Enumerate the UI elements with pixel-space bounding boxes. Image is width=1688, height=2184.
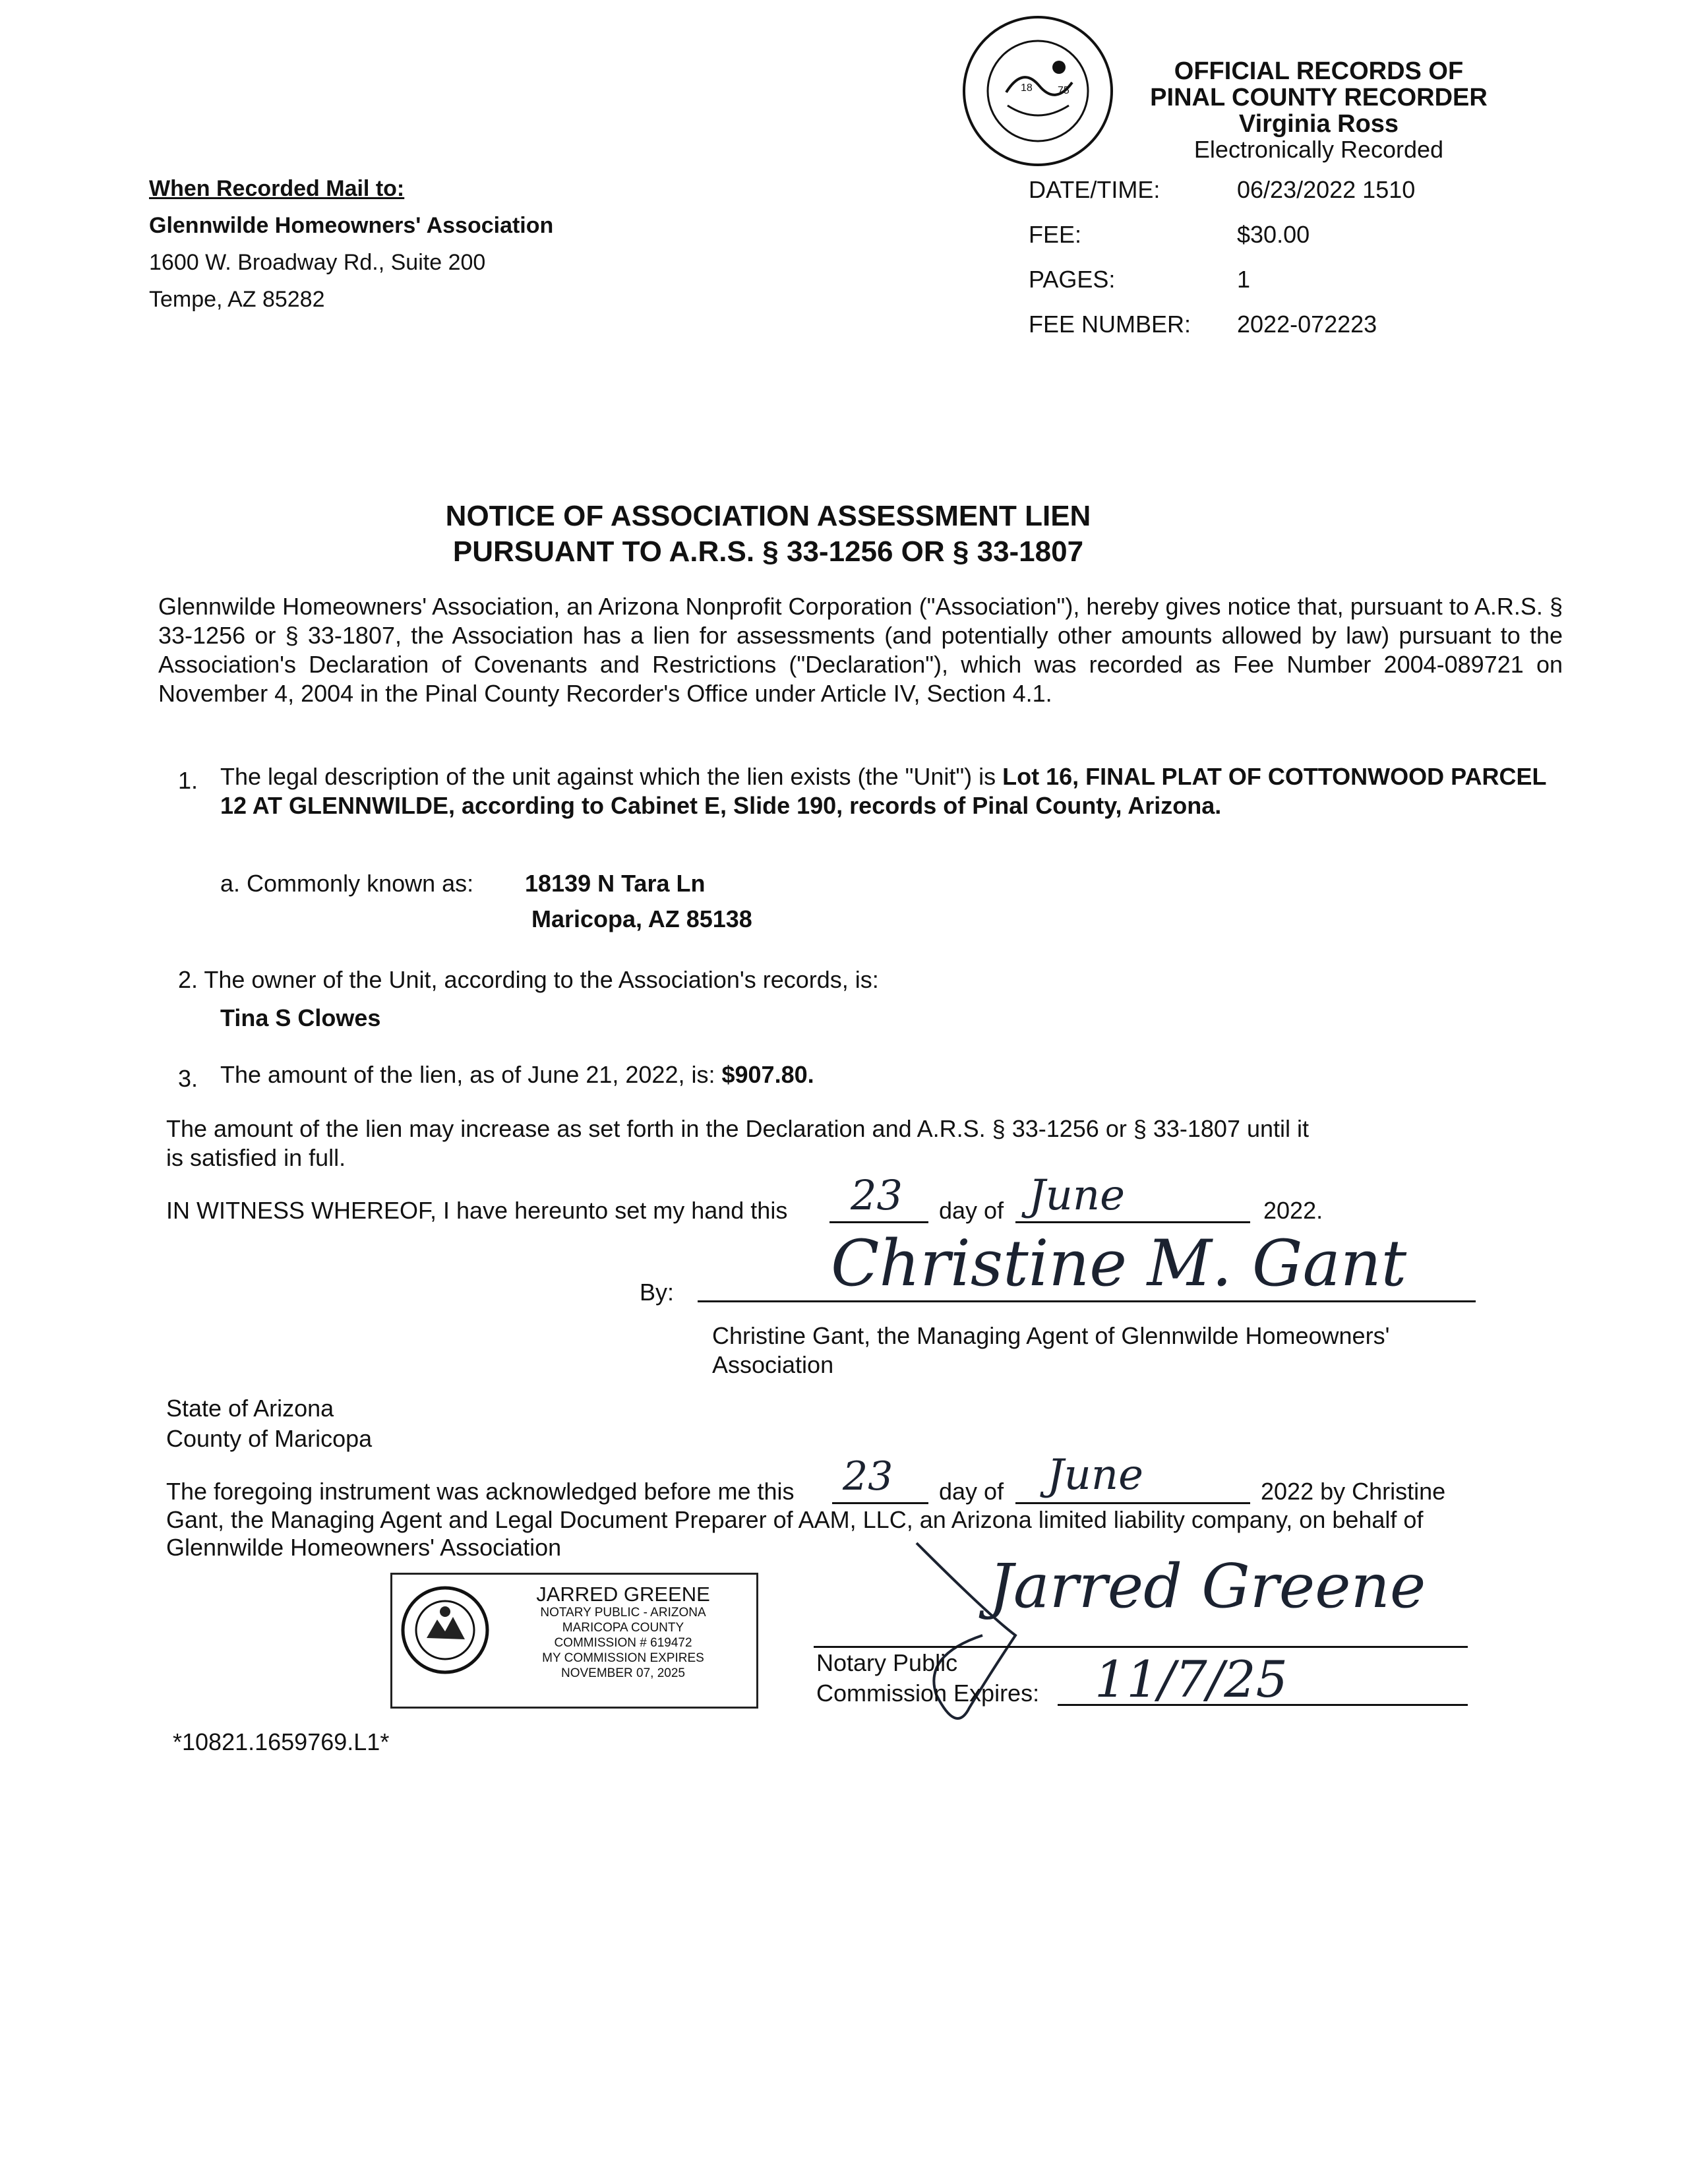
document-title	[0, 499, 1536, 570]
witness-month-handwritten: June	[1029, 1171, 1125, 1220]
notary-stamp-line5: NOVEMBER 07, 2025	[561, 1666, 685, 1680]
svg-text:18: 18	[1021, 82, 1033, 94]
notary-public-label: Notary Public	[816, 1649, 958, 1676]
notary-stamp-line1: NOTARY PUBLIC - ARIZONA	[540, 1606, 706, 1620]
item1-address1: 18139 N Tara Ln	[525, 870, 706, 897]
recorder-title-line2: PINAL COUNTY RECORDER	[1150, 84, 1488, 111]
signature-christine-gant: Christine M. Gant	[831, 1227, 1407, 1300]
county-seal-icon	[960, 13, 1116, 169]
ack-day-of: day of	[939, 1478, 1004, 1505]
venue-state: State of Arizona	[166, 1395, 334, 1422]
intro-paragraph: Glennwilde Homeowners' Association, an Arizona Nonprofit Corporation ("Association"), hereby gives notice that, pursuant to A.R.S. § 33-1256 or § 33-1807, the Association has a lien for assessments (and potentially other amounts allowed by law) pursuant to the Association's Declaration of Covenants and Restrictions ("Declaration"), which was recorded as Fee Number 2004-089721 on November 4, 2004 in the Pinal County Recorder's Office under Article IV, Section 4.1.	[158, 593, 1563, 707]
item1-number: 1.	[178, 767, 198, 794]
field-label: PAGES:	[1029, 266, 1116, 293]
field-label: FEE:	[1029, 221, 1082, 248]
item1-lead: The legal description of the unit against which the lien exists (the "Unit") is	[220, 763, 1003, 790]
item1-address2: Maricopa, AZ 85138	[531, 905, 752, 932]
field-label: DATE/TIME:	[1029, 176, 1160, 203]
ack-continuation: Gant, the Managing Agent and Legal Document Preparer of AAM, LLC, an Arizona limited liability company, on behalf of Glennwilde Homeowners' Association	[166, 1506, 1424, 1561]
ack-month-handwritten: June	[1047, 1451, 1143, 1500]
witness-prefix: IN WITNESS WHEREOF, I have hereunto set my hand this	[166, 1197, 788, 1224]
ack-day-line	[832, 1502, 928, 1504]
document-id: *10821.1659769.L1*	[173, 1728, 390, 1755]
signature-line	[698, 1300, 1476, 1302]
field-value: $30.00	[1237, 221, 1310, 248]
field-label: FEE NUMBER:	[1029, 311, 1191, 338]
item3-number: 3.	[178, 1065, 198, 1092]
title-line1: NOTICE OF ASSOCIATION ASSESSMENT LIEN	[445, 500, 1091, 532]
mail-to-address1: 1600 W. Broadway Rd., Suite 200	[149, 250, 486, 275]
item3-lead: The amount of the lien, as of June 21, 2022, is:	[220, 1061, 722, 1088]
svg-text:75: 75	[1058, 85, 1070, 96]
ack-prefix: The foregoing instrument was acknowledged before me this	[166, 1478, 795, 1505]
recorder-name: Virginia Ross	[1238, 110, 1399, 138]
notary-stamp	[390, 1573, 758, 1709]
item3-text	[220, 1060, 814, 1089]
title-line2: PURSUANT TO A.R.S. § 33-1256 OR § 33-1807	[452, 535, 1084, 568]
mail-to-block	[149, 170, 553, 318]
item3-amount: $907.80.	[721, 1061, 814, 1088]
recorder-title	[1134, 58, 1503, 137]
witness-day-of: day of	[939, 1197, 1004, 1224]
recorder-title-line1: OFFICIAL RECORDS OF	[1174, 57, 1464, 85]
notary-stamp-text	[491, 1584, 755, 1681]
by-label: By:	[640, 1279, 675, 1306]
witness-month-line	[1015, 1221, 1250, 1223]
ack-month-line	[1015, 1502, 1250, 1504]
arizona-seal-icon	[400, 1585, 490, 1675]
signer-caption: Christine Gant, the Managing Agent of Glennwilde Homeowners' Association	[712, 1322, 1390, 1378]
notary-stamp-name: JARRED GREENE	[536, 1583, 710, 1606]
witness-day-handwritten: 23	[851, 1171, 903, 1219]
commission-expires-label: Commission Expires:	[816, 1680, 1040, 1707]
item2-text: 2. The owner of the Unit, according to the Association's records, is:	[178, 966, 879, 993]
ack-day-handwritten: 23	[843, 1453, 893, 1500]
field-value: 06/23/2022 1510	[1237, 176, 1416, 203]
commission-expires-handwritten: 11/7/25	[1095, 1650, 1288, 1709]
item1-text	[220, 762, 1565, 820]
witness-year: 2022.	[1263, 1197, 1323, 1224]
mail-to-address2: Tempe, AZ 85282	[149, 287, 325, 312]
witness-day-line	[829, 1221, 928, 1223]
ack-suffix: 2022 by Christine	[1261, 1478, 1446, 1505]
recording-method: Electronically Recorded	[1193, 136, 1444, 163]
increase-paragraph: The amount of the lien may increase as set forth in the Declaration and A.R.S. § 33-1256 or § 33-1807 until it is satisfied in full.	[166, 1115, 1310, 1171]
notary-stamp-line4: MY COMMISSION EXPIRES	[542, 1651, 704, 1665]
field-value: 1	[1237, 266, 1251, 293]
item2-owner: Tina S Clowes	[220, 1004, 381, 1031]
mail-to-name: Glennwilde Homeowners' Association	[149, 213, 554, 238]
mail-to-header: When Recorded Mail to:	[149, 176, 405, 201]
field-value: 2022-072223	[1237, 311, 1377, 338]
item1-sub-label: a. Commonly known as:	[220, 870, 474, 897]
notary-stamp-line2: MARICOPA COUNTY	[562, 1621, 684, 1635]
notary-signature: Jarred Greene	[989, 1551, 1426, 1622]
notary-stamp-line3: COMMISSION # 619472	[554, 1636, 692, 1650]
item1-legal-description: Lot 16, FINAL PLAT OF COTTONWOOD PARCEL 12 AT GLENNWILDE, according to Cabinet E, Slide 190, records of Pinal County, Arizona.	[220, 763, 1546, 819]
notary-signature-line	[814, 1646, 1468, 1648]
venue-county: County of Maricopa	[166, 1425, 373, 1452]
